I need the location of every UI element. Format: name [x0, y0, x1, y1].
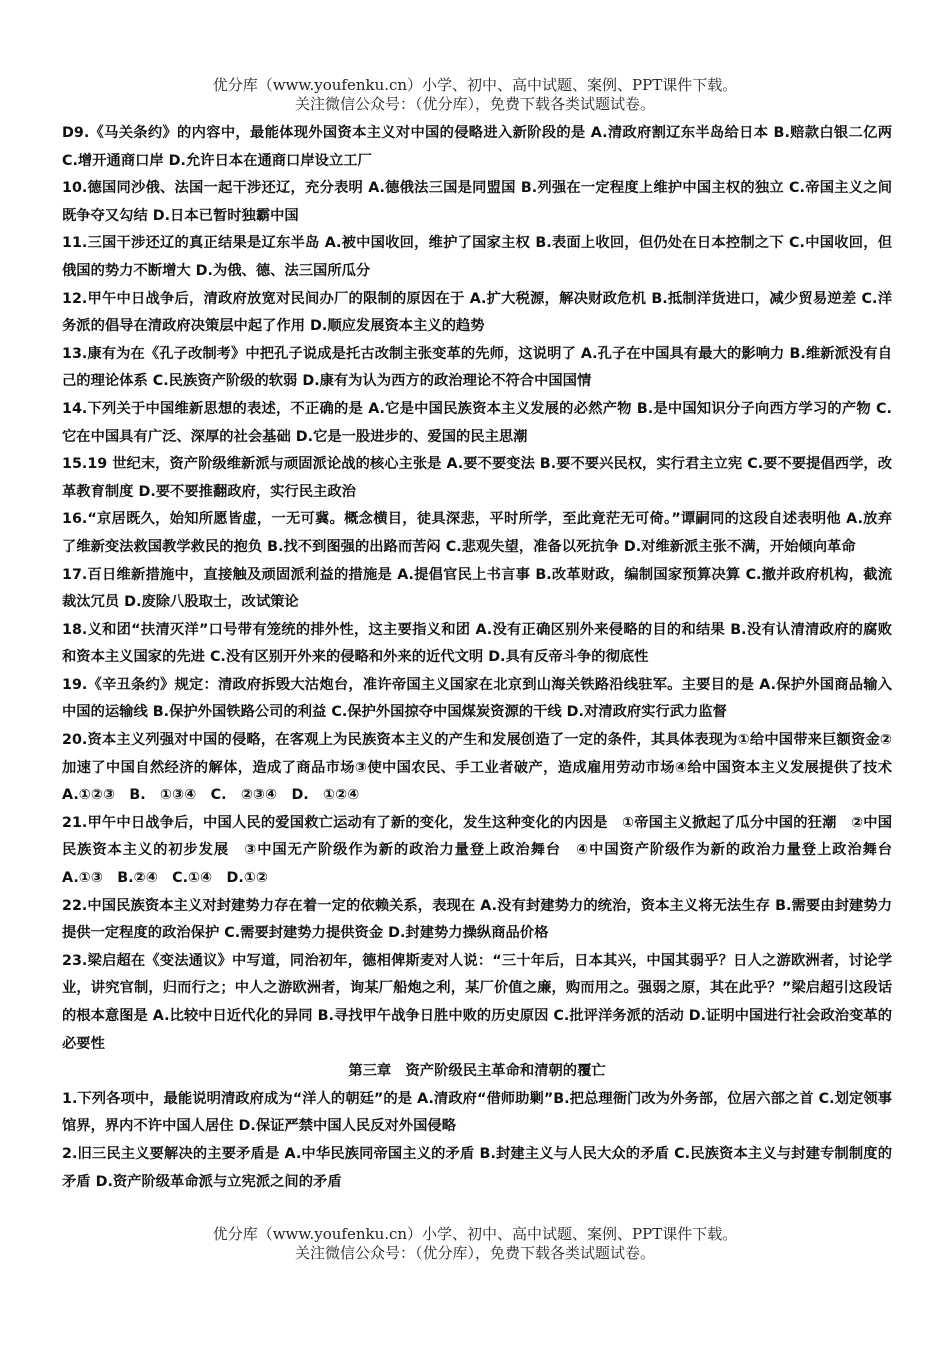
- question-item: 20.资本主义列强对中国的侵略，在客观上为民族资本主义的产生和发展创造了一定的条件，其具体表现为①给中国带来巨额资金②加速了中国自然经济的解体，造成了商品市场③使中国农民、手工业者破产，造成雇用劳动市场④给中国资本主义发展提供了技术 A.①②③ B. ①③④ C. ②③④ D. ①②④: [62, 732, 907, 804]
- header-line-2: 关注微信公众号：（优分库），免费下载各类试题试卷。: [294, 95, 655, 113]
- chapter-title: 第三章 资产阶级民主革命和清朝的覆亡: [348, 1063, 606, 1080]
- question-item: 1.下列各项中，最能说明清政府成为“洋人的朝廷”的是 A.清政府“借师助剿”B.把总理衙门改为外务部，位居六部之首 C.划定领事馆界，界内不许中国人居住 D.保证严禁中国人民反对外国侵略: [62, 1090, 892, 1135]
- question-item: 16.“京居既久，始知所愿皆虚，一无可冀。概念横目，徒具深悲，平时所学，至此竟茫无可倚。”谭嗣同的这段自述表明他 A.放弃了维新变法救国教学救民的抱负 B.找不到图强的出路而苦闷 C.悲观失望，准备以死抗争 D.对维新派主张不满，开始倾向革命: [62, 511, 892, 555]
- question-item: D9.《马关条约》的内容中，最能体现外国资本主义对中国的侵略进入新阶段的是 A.清政府割辽东半岛给日本 B.赔款白银二亿两 C.增开通商口岸 D.允许日本在通商口岸设立工厂: [62, 125, 892, 169]
- page-header: [0, 76, 950, 114]
- question-item: 10.德国同沙俄、法国一起干涉还辽，充分表明 A.德俄法三国是同盟国 B.列强在一定程度上维护中国主权的独立 C.帝国主义之间既争夺又勾结 D.日本已暂时独霸中国: [62, 180, 892, 224]
- question-item: 18.义和团“扶清灭洋”口号带有笼统的排外性，这主要指义和团 A.没有正确区别外来侵略的目的和结果 B.没有认清清政府的腐败和资本主义国家的先进 C.没有区别开外来的侵略和外来的近代文明 D.具有反帝斗争的彻底性: [62, 621, 892, 666]
- question-item: 22.中国民族资本主义对封建势力存在着一定的依赖关系，表现在 A.没有封建势力的统治，资本主义将无法生存 B.需要由封建势力提供一定程度的政治保护 C.需要封建势力提供资金 D.封建势力操纵商品价格: [62, 897, 892, 942]
- question-item: 11.三国干涉还辽的真正结果是辽东半岛 A.被中国收回，维护了国家主权 B.表面上收回，但仍处在日本控制之下 C.中国收回，但俄国的势力不断增大 D.为俄、德、法三国所瓜分: [62, 235, 892, 279]
- page-footer: [0, 1225, 950, 1263]
- question-item: 14.下列关于中国维新思想的表述，不正确的是 A.它是中国民族资本主义发展的必然产物 B.是中国知识分子向西方学习的产物 C.它在中国具有广泛、深厚的社会基础 D.它是一股进步的、爱国的民主思潮: [62, 400, 892, 445]
- question-item: 21.甲午中日战争后，中国人民的爱国救亡运动有了新的变化，发生这种变化的内因是 ①帝国主义掀起了瓜分中国的狂潮 ②中国民族资本主义的初步发展 ③中国无产阶级作为新的政治力量登上政治舞台 ④中国资产阶级作为新的政治力量登上政治舞台 A.①③ B.②④ C.①④ D.①②: [62, 814, 907, 887]
- question-item: 15.19 世纪末，资产阶级维新派与顽固派论战的核心主张是 A.要不要变法 B.要不要兴民权，实行君主立宪 C.要不要提倡西学，改革教育制度 D.要不要推翻政府，实行民主政治: [62, 456, 892, 500]
- question-item: 19.《辛丑条约》规定：清政府拆毁大沽炮台，准许帝国主义国家在北京到山海关铁路沿线驻军。主要目的是 A.保护外国商品输入中国的运输线 B.保护外国铁路公司的利益 C.保护外国掠夺中国煤炭资源的干线 D.对清政府实行武力监督: [62, 676, 892, 721]
- question-item: 12.甲午中日战争后，清政府放宽对民间办厂的限制的原因在于 A.扩大税源，解决财政危机 B.抵制洋货进口，减少贸易逆差 C.洋务派的倡导在清政府决策层中起了作用 D.顺应发展资本主义的趋势: [62, 290, 892, 335]
- question-item: 13.康有为在《孔子改制考》中把孔子说成是托古改制主张变革的先师，这说明了 A.孔子在中国具有最大的影响力 B.维新派没有自己的理论体系 C.民族资产阶级的软弱 D.康有为认为西方的政治理论不符合中国国情: [62, 345, 892, 390]
- footer-line-1: 优分库（www.youfenku.cn）小学、初中、高中试题、案例、PPT课件下载。: [212, 1225, 738, 1243]
- header-line-1: 优分库（www.youfenku.cn）小学、初中、高中试题、案例、PPT课件下载。: [212, 76, 738, 94]
- footer-line-2: 关注微信公众号：（优分库），免费下载各类试题试卷。: [294, 1244, 655, 1262]
- document-body: [62, 120, 907, 1196]
- question-item: 2.旧三民主义要解决的主要矛盾是 A.中华民族同帝国主义的矛盾 B.封建主义与人民大众的矛盾 C.民族资本主义与封建专制制度的矛盾 D.资产阶级革命派与立宪派之间的矛盾: [62, 1145, 892, 1190]
- question-item: 17.百日维新措施中，直接触及顽固派利益的措施是 A.提倡官民上书言事 B.改革财政，编制国家预算决算 C.撤并政府机构，截流裁汰冗员 D.废除八股取士，改试策论: [62, 566, 892, 611]
- question-item: 23.梁启超在《变法通议》中写道，同治初年，德相俾斯麦对人说：“三十年后，日本其兴，中国其弱乎？日人之游欧洲者，讨论学业，讲究官制，归而行之；中人之游欧洲者，询某厂船炮之利，某厂价值之廉，购而用之。强弱之原，其在此乎？”梁启超引这段话的根本意图是 A.比较中日近代化的异同 B.寻找甲午战争日胜中败的历史原因 C.批评洋务派的活动 D.证明中国进行社会政治变革的必要性: [62, 952, 892, 1052]
